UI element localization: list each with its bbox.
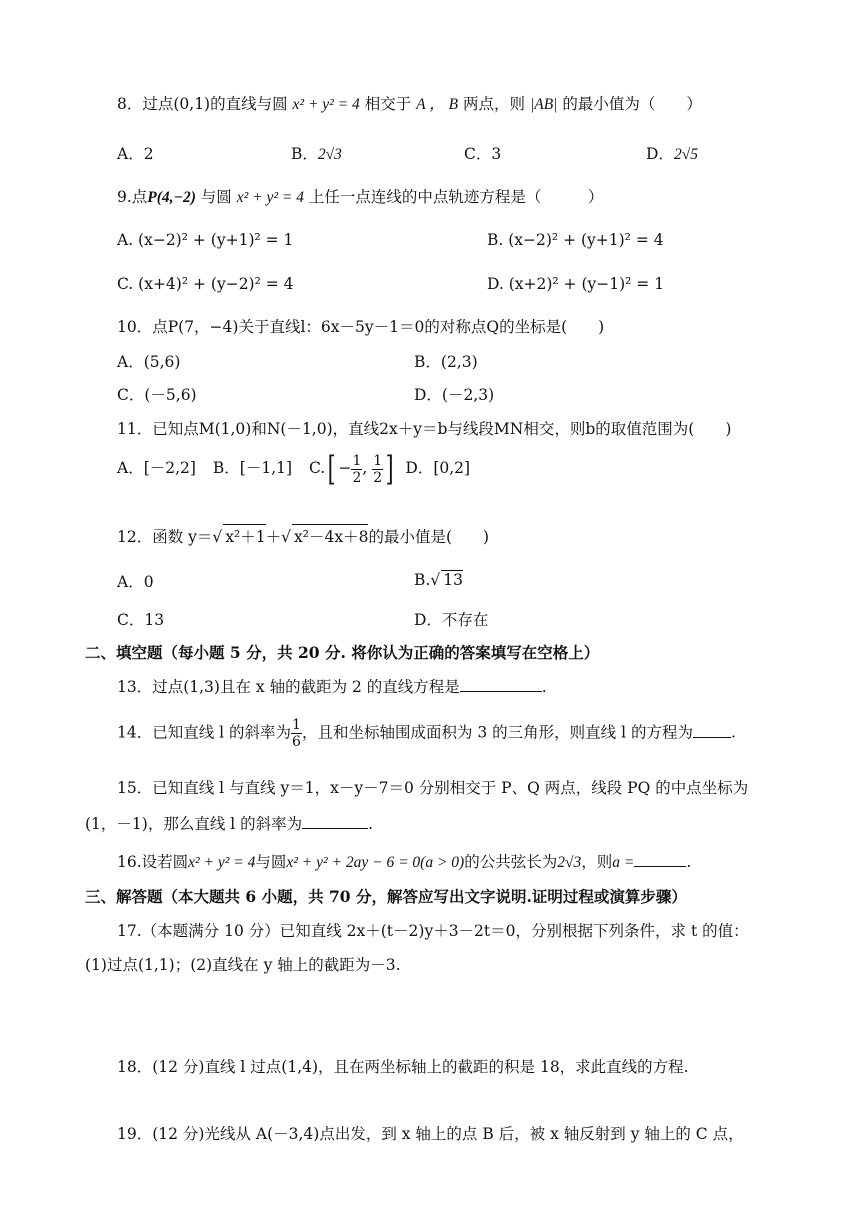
q16-text2: 与圆: [255, 853, 287, 871]
q14-fraction: [291, 717, 302, 750]
q8-equation: x² + y² = 4: [292, 96, 360, 113]
q12-option-a: A．0: [117, 573, 154, 591]
q12-radical2: √: [281, 528, 292, 546]
q14-answer-blank[interactable]: [693, 723, 731, 738]
q16-text: 16.设若圆: [117, 853, 189, 871]
q9-option-a: A. (x−2)² + (y+1)² = 1: [117, 231, 294, 249]
q10-option-d: D．(－2,3): [414, 386, 495, 404]
q11-minus: −: [338, 459, 352, 477]
q9-text: 9.点: [117, 188, 148, 206]
q14-frac-den: 6: [292, 734, 301, 750]
section-solution-heading: 三、解答题（本大题共 6 小题，共 70 分，解答应写出文字说明.证明过程或演算步骤）: [85, 887, 687, 906]
q9-option-b: B. (x−2)² + (y+1)² = 4: [487, 231, 664, 249]
q16-end: .: [686, 853, 692, 871]
q8-text3: 两点，则: [463, 95, 526, 113]
q14-text: 14．已知直线 l 的斜率为: [117, 723, 292, 742]
q11-option-c-label: C.: [308, 459, 326, 477]
q12-radicand1: x²＋1: [223, 524, 265, 547]
q15-text: (1，－1)，那么直线 l 的斜率为: [85, 815, 303, 833]
q13-text: 13．过点(1,3)且在 x 轴的截距为 2 的直线方程是: [117, 678, 460, 696]
q14-text2: ，且和坐标轴围成面积为 3 的三角形，则直线 l 的方程为: [301, 723, 693, 742]
q9-stem: [117, 185, 603, 207]
q17-line2: (1)过点(1,1)；(2)直线在 y 轴上的截距为－3.: [85, 956, 401, 974]
q15-line2: [85, 812, 373, 834]
q10-option-a: A．(5,6): [117, 353, 181, 371]
q12-b-radicand: 13: [443, 571, 463, 589]
q12-option-b: [414, 570, 463, 589]
q16-equation2: x² + y² + 2ay − 6 = 0(a > 0): [286, 854, 465, 871]
section-fill-in-heading: 二、填空题（每小题 5 分，共 20 分. 将你认为正确的答案填写在空格上）: [85, 643, 600, 662]
q18-stem: 18．(12 分)直线 l 过点(1,4)，且在两坐标轴上的截距的积是 18，求此直线的方程.: [117, 1058, 689, 1076]
q11-option-a: A．[－2,2]: [117, 459, 196, 477]
q12-stem: [117, 524, 489, 547]
q8-points: A ， B: [416, 96, 459, 113]
q11-comma: ,: [362, 459, 368, 477]
q16-value: 2√3: [557, 854, 582, 871]
q16-equation1: x² + y² = 4: [188, 854, 256, 871]
q16-answer-blank[interactable]: [634, 852, 686, 867]
q16-stem: [117, 850, 691, 872]
q9-text2: 与圆: [200, 188, 232, 206]
q12-b-radical: √: [430, 571, 441, 589]
q8-text: 8．过点(0,1)的直线与圆: [117, 95, 288, 113]
q9-point: P(4,−2): [147, 189, 196, 206]
q9-equation: x² + y² = 4: [236, 189, 304, 206]
q16-text3: 的公共弦长为: [464, 853, 558, 871]
q17-line1: 17.（本题满分 10 分）已知直线 2x＋(t－2)y＋3－2t＝0，分别根据下列条件，求 t 的值：: [117, 922, 749, 940]
q8-option-b: [291, 142, 342, 164]
q13-end: .: [541, 678, 547, 696]
q12-b-label: B.: [414, 571, 431, 589]
q11-right-bracket: ]: [385, 449, 394, 489]
q12-option-d: D．不存在: [414, 611, 489, 629]
q9-option-d: D. (x+2)² + (y−1)² = 1: [487, 275, 665, 293]
q8-text2: 相交于: [364, 95, 412, 113]
q8-d-value: 2√5: [673, 146, 698, 163]
q8-abs: |AB|: [529, 96, 558, 113]
q16-text4: ，则: [581, 853, 613, 871]
q11-frac2-den: 2: [373, 469, 383, 486]
q14-end: .: [731, 723, 736, 742]
q12-text: 12．函数 y＝: [117, 528, 213, 546]
q8-d-label: D．: [646, 145, 674, 163]
q10-option-b: B．(2,3): [414, 353, 478, 371]
q11-frac1-num: 1: [352, 452, 362, 469]
q9-text3: 上任一点连线的中点轨迹方程是（ ）: [308, 188, 604, 206]
q15-answer-blank[interactable]: [302, 814, 368, 829]
q11-frac1: [351, 453, 362, 486]
q12-plus: ＋: [265, 528, 282, 546]
q11-left-bracket: [: [327, 449, 336, 489]
q12-option-c: C．13: [117, 611, 165, 629]
q13-answer-blank[interactable]: [460, 677, 542, 692]
q8-b-value: 2√3: [317, 146, 342, 163]
q9-option-c: C. (x+4)² + (y−2)² = 4: [117, 275, 294, 293]
q16-variable: a =: [612, 854, 635, 871]
q8-option-d: [646, 142, 698, 164]
q19-stem: 19．(12 分)光线从 A(－3,4)点出发，到 x 轴上的点 B 后，被 x 轴反射到 y 轴上的 C 点，: [117, 1125, 744, 1143]
q8-option-a: A．2: [117, 145, 154, 163]
q12-text2: 的最小值是( ): [368, 528, 490, 546]
q11-stem: 11．已知点M(1,0)和N(－1,0)，直线2x＋y＝b与线段MN相交，则b的取值范围为( ): [117, 420, 732, 438]
q10-option-c: C．(－5,6): [117, 386, 197, 404]
q11-frac2-num: 1: [373, 452, 383, 469]
q12-radicand2: x²－4x＋8: [292, 524, 368, 547]
q11-option-d: D．[0,2]: [405, 459, 471, 477]
q11-options: [117, 449, 471, 489]
q14-frac-num: 1: [292, 717, 301, 733]
q15-end: .: [368, 815, 374, 833]
q10-stem: 10．点P(7，−4)关于直线l：6x－5y－1＝0的对称点Q的坐标是( ): [117, 318, 605, 336]
q14-stem: [117, 717, 736, 750]
q8-b-label: B．: [291, 145, 318, 163]
q15-line1: 15．已知直线 l 与直线 y＝1，x－y－7＝0 分别相交于 P、Q 两点，线段 PQ 的中点坐标为: [117, 779, 749, 797]
q12-radical1: √: [212, 528, 223, 546]
q8-option-c: C．3: [464, 145, 502, 163]
q8-stem: [117, 92, 702, 114]
q8-text4: 的最小值为（ ）: [562, 95, 702, 113]
q11-option-b: B．[－1,1]: [212, 459, 293, 477]
q11-frac1-den: 2: [352, 469, 362, 486]
q11-frac2: [372, 453, 383, 486]
q13-stem: [117, 675, 547, 697]
